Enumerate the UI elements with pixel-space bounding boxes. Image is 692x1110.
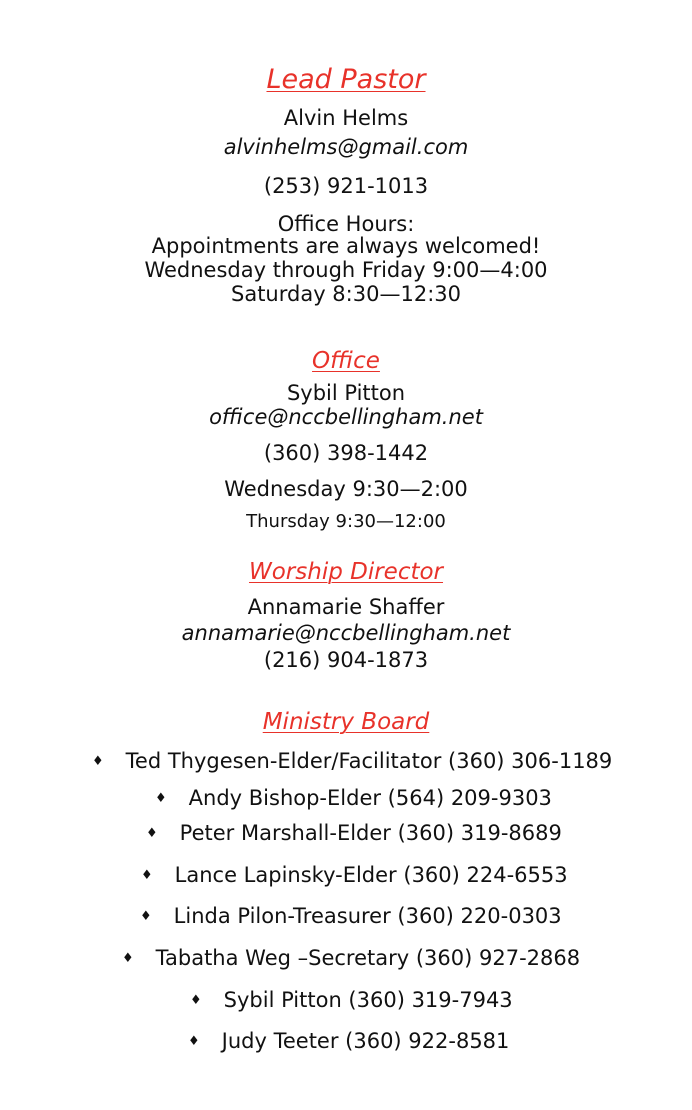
worship-director-name: Annamarie Shaffer: [247, 595, 445, 619]
board-member-text: Lance Lapinsky-Elder (360) 224-6553: [174, 863, 568, 887]
board-member-item: [146, 823, 562, 844]
board-member-text: Peter Marshall-Elder (360) 319-8689: [179, 821, 562, 845]
diamond-bullet-icon: ♦: [140, 909, 152, 924]
office-hours-weekdays: Wednesday through Friday 9:00—4:00: [144, 258, 548, 282]
diamond-bullet-icon: ♦: [155, 791, 167, 806]
lead-pastor-heading: Lead Pastor: [266, 64, 426, 95]
board-member-item: [188, 1031, 509, 1052]
lead-pastor-name: Alvin Helms: [283, 106, 409, 130]
office-hours-title: Office Hours:: [277, 212, 415, 236]
office-hours-wednesday: Wednesday 9:30—2:00: [224, 477, 468, 501]
office-phone[interactable]: (360) 398-1442: [263, 441, 429, 465]
board-member-text: Linda Pilon-Treasurer (360) 220-0303: [173, 904, 562, 928]
board-member-item: [155, 788, 552, 809]
board-member-item: [92, 751, 612, 772]
board-member-text: Ted Thygesen-Elder/Facilitator (360) 306-1189: [125, 749, 613, 773]
lead-pastor-phone[interactable]: (253) 921-1013: [263, 174, 429, 198]
diamond-bullet-icon: ♦: [146, 826, 158, 841]
ministry-board-heading: Ministry Board: [262, 709, 430, 735]
board-member-text: Tabatha Weg –Secretary (360) 927-2868: [155, 946, 581, 970]
office-email[interactable]: office@nccbellingham.net: [209, 405, 483, 429]
board-member-item: [140, 906, 562, 927]
board-member-text: Sybil Pitton (360) 319-7943: [223, 988, 513, 1012]
worship-director-heading: Worship Director: [248, 559, 444, 585]
office-hours-appointments: Appointments are always welcomed!: [151, 234, 541, 258]
office-hours-thursday: Thursday 9:30—12:00: [246, 511, 446, 532]
office-name: Sybil Pitton: [286, 381, 406, 405]
board-member-text: Judy Teeter (360) 922-8581: [221, 1029, 510, 1053]
board-member-item: [141, 865, 568, 886]
office-hours-saturday: Saturday 8:30—12:30: [231, 282, 461, 306]
lead-pastor-email[interactable]: alvinhelms@gmail.com: [223, 135, 469, 159]
board-member-item: [190, 990, 513, 1011]
diamond-bullet-icon: ♦: [92, 754, 104, 769]
office-heading: Office: [312, 348, 380, 374]
diamond-bullet-icon: ♦: [190, 993, 202, 1008]
diamond-bullet-icon: ♦: [122, 951, 134, 966]
worship-director-phone[interactable]: (216) 904-1873: [263, 648, 429, 672]
board-member-text: Andy Bishop-Elder (564) 209-9303: [188, 786, 552, 810]
worship-director-email[interactable]: annamarie@nccbellingham.net: [181, 621, 511, 645]
board-member-item: [122, 948, 580, 969]
diamond-bullet-icon: ♦: [188, 1034, 200, 1049]
diamond-bullet-icon: ♦: [141, 868, 153, 883]
